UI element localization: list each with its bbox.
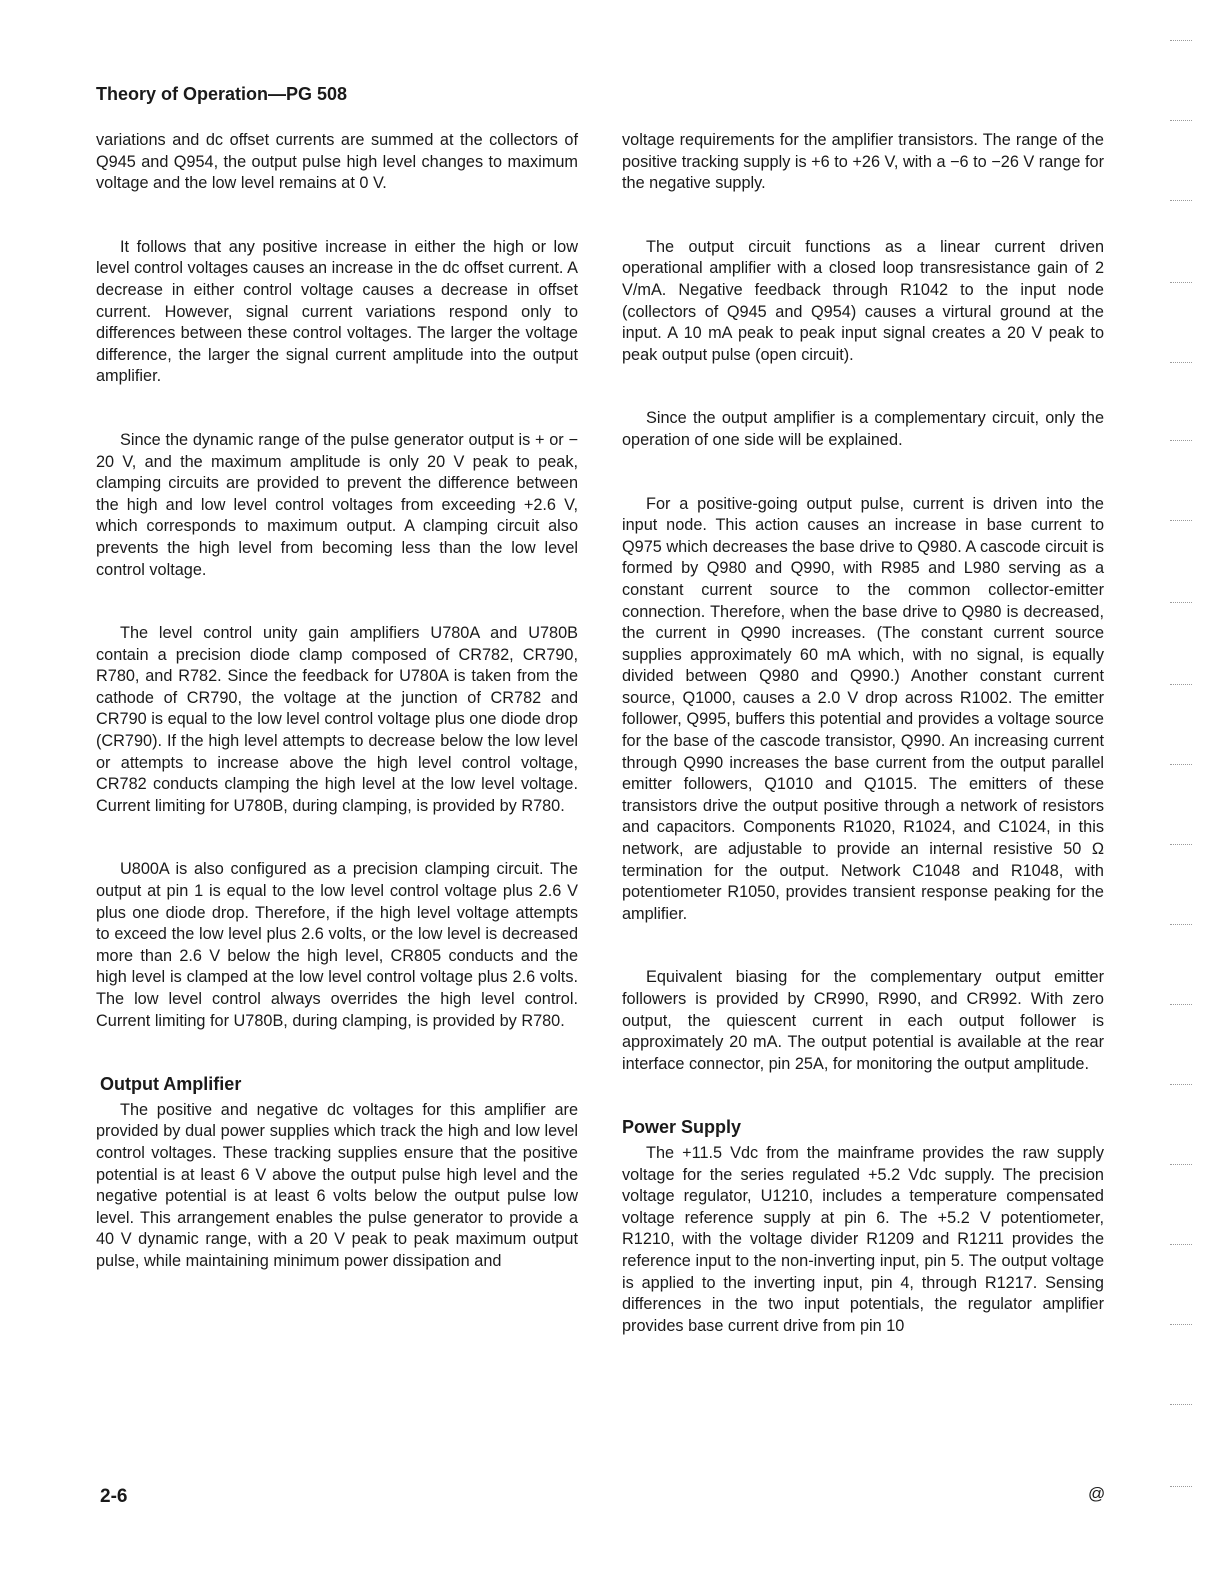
right-paragraph-3: Since the output amplifier is a complementary circuit, only the operation of one side will be explained. bbox=[622, 409, 1104, 449]
margin-artifact bbox=[1170, 40, 1192, 41]
right-column bbox=[622, 130, 1104, 1379]
power-supply-paragraph: The +11.5 Vdc from the mainframe provides the raw supply voltage for the series regulated +5.2 Vdc supply. The precision voltage regulator, U1210, includes a temperature compensated voltage reference supply at pin 6. The +5.2 V potentiometer, R1210, with the voltage divider R1209 and R1211 provides the reference input to the non-inverting input, pin 5. The output voltage is applied to the inverting input, pin 4, through R1217. Sensing differences in the two input potentials, the regulator amplifier provides base current drive from pin 10 bbox=[622, 1143, 1104, 1335]
right-paragraph-4: For a positive-going output pulse, current is driven into the input node. This action causes an increase in base current to Q975 which decreases the base drive to Q980. A cascode circuit is formed by Q980 and Q990, with R985 and L980 serving as a constant current source to the common collector-emitter connection. Therefore, when the base drive to Q980 is decreased, the current in Q990 increases. (The constant current source supplies approximately 60 mA which, with no signal, is equally divided between Q980 and Q990.) Another constant current source, Q1000, causes a 2.0 V drop across R1002. The emitter follower, Q995, buffers this potential and provides a voltage source for the base of the cascode transistor, Q990. An increasing current through Q990 increases the base current from the output parallel emitter followers, Q1010 and Q1015. The emitters of these transistors drive the output positive through a network of resistors and capacitors. Components R1020, R1024, and C1024, in this network, are adjustable to provide an internal resistive 50 Ω termination for the output. Network C1048 and R1048, with potentiometer R1050, provides transient response peaking for the amplifier. bbox=[622, 494, 1104, 923]
margin-artifact bbox=[1170, 1004, 1192, 1005]
left-paragraph-4: The level control unity gain amplifiers U780A and U780B contain a precision diode clamp composed of CR782, CR790, R780, and R782. Since the feedback for U780A is taken from the cathode of CR790, the voltage at the junction of CR782 and CR790 is equal to the low level control voltage plus one diode drop (CR790). If the high level attempts to decrease below the low level or attempts to increase above the high level control voltage, CR782 conducts clamping the high level at the low level voltage. Current limiting for U780B, during clamping, is provided by R780. bbox=[96, 624, 578, 815]
margin-artifact bbox=[1170, 1486, 1192, 1487]
left-paragraph-2: It follows that any positive increase in either the high or low level control voltages causes an increase in the dc offset current. A decrease in either control voltage causes a decrease in offset current. However, signal current variations respond only to differences between these control voltages. The larger the voltage difference, the larger the signal current amplitude into the output amplifier. bbox=[96, 237, 578, 386]
right-paragraph-5: Equivalent biasing for the complementary output emitter followers is provided by CR990, R990, and CR992. With zero output, the quiescent current in each output follower is approximately 20 mA. The output potential is available at the rear interface connector, pin 25A, for monitoring the output amplitude. bbox=[622, 968, 1104, 1073]
left-paragraph-5: U800A is also configured as a precision clamping circuit. The output at pin 1 is equal to the low level control voltage plus 2.6 V plus one diode drop. Therefore, if the high level voltage attempts to exceed the low level plus 2.6 volts, or the low level is decreased more than 2.6 V below the high level, CR805 conducts and the high level is clamped at the low level control voltage plus 2.6 volts. The low level control always overrides the high level control. Current limiting for U780B, during clamping, is provided by R780. bbox=[96, 860, 578, 1030]
margin-artifact bbox=[1170, 282, 1192, 283]
margin-artifact bbox=[1170, 844, 1192, 845]
right-paragraph-1: voltage requirements for the amplifier transistors. The range of the positive tracking supply is +6 to +26 V, with a −6 to −26 V range for the negative supply. bbox=[622, 131, 1104, 193]
margin-artifact bbox=[1170, 1164, 1192, 1165]
margin-artifact bbox=[1170, 1324, 1192, 1325]
page-number: 2-6 bbox=[100, 1486, 128, 1507]
margin-artifact bbox=[1170, 684, 1192, 685]
margin-artifact bbox=[1170, 200, 1192, 201]
right-paragraph-2: The output circuit functions as a linear current driven operational amplifier with a closed loop transresistance gain of 2 V/mA. Negative feedback through R1042 to the input node (collectors of Q945 and Q954) causes a virtural ground at the input. A 10 mA peak to peak input signal creates a 20 V peak to peak output pulse (open circuit). bbox=[622, 237, 1104, 364]
margin-artifact bbox=[1170, 764, 1192, 765]
page-header: Theory of Operation—PG 508 bbox=[96, 84, 348, 104]
margin-artifact bbox=[1170, 1084, 1192, 1085]
margin-artifact bbox=[1170, 602, 1192, 603]
margin-artifact bbox=[1170, 440, 1192, 441]
power-supply-heading: Power Supply bbox=[622, 1117, 742, 1138]
brand-mark: @ bbox=[1088, 1484, 1106, 1503]
left-column bbox=[96, 130, 578, 1315]
margin-artifact bbox=[1170, 362, 1192, 363]
margin-artifact bbox=[1170, 1244, 1192, 1245]
margin-artifact bbox=[1170, 924, 1192, 925]
margin-artifact bbox=[1170, 520, 1192, 521]
left-paragraph-1: variations and dc offset currents are summed at the collectors of Q945 and Q954, the output pulse high level changes to maximum voltage and the low level remains at 0 V. bbox=[96, 131, 578, 193]
output-amplifier-paragraph: The positive and negative dc voltages for this amplifier are provided by dual power supplies which track the high and low level control voltages. These tracking supplies ensure that the positive potential is at least 6 V above the output pulse high level and the negative potential is at least 6 volts below the output pulse low level. This arrangement enables the pulse generator to provide a 40 V dynamic range, with a 20 V peak to peak maximum output pulse, while maintaining minimum power dissipation and bbox=[96, 1100, 578, 1270]
margin-artifact bbox=[1170, 120, 1192, 121]
left-paragraph-3: Since the dynamic range of the pulse generator output is + or − 20 V, and the maximum amplitude is only 20 V peak to peak, clamping circuits are provided to prevent the difference between the high and low level control voltages from exceeding +2.6 V, which corresponds to maximum output. A clamping circuit also prevents the high level from becoming less than the low level control voltage. bbox=[96, 430, 578, 579]
margin-artifact bbox=[1170, 1404, 1192, 1405]
output-amplifier-heading: Output Amplifier bbox=[100, 1074, 242, 1095]
